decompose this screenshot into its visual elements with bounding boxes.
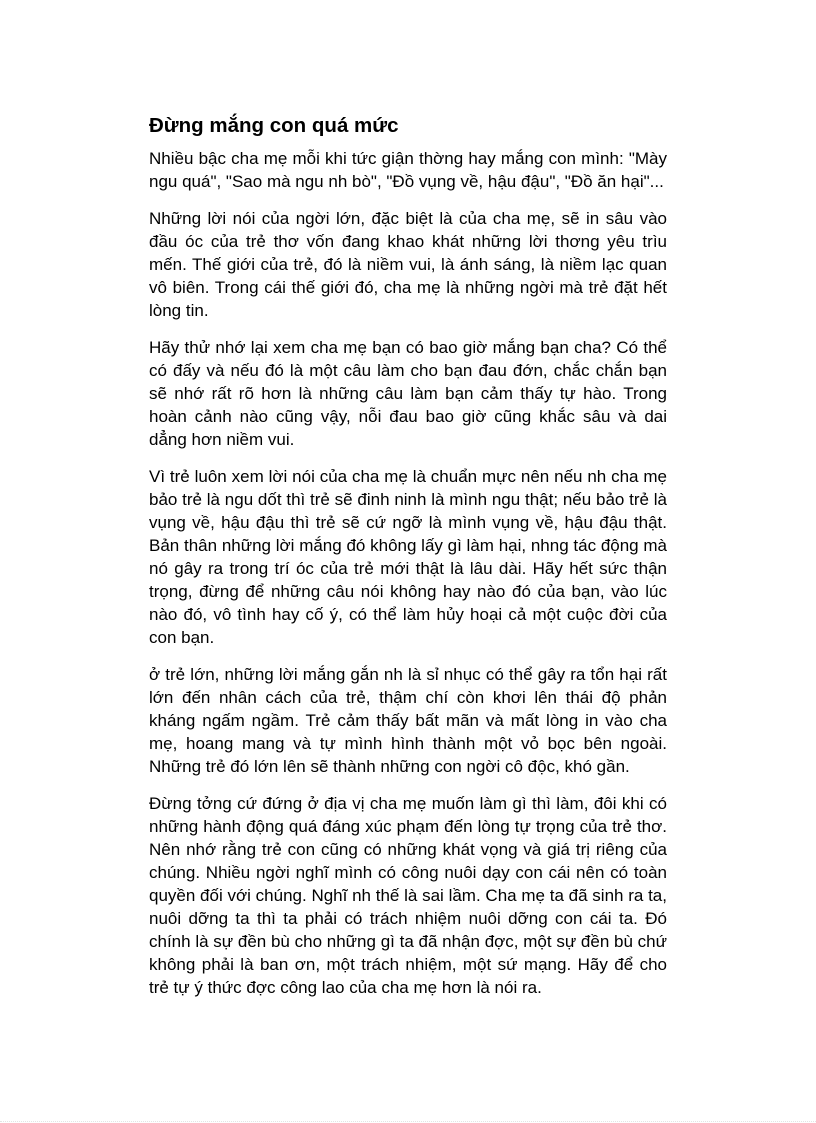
page-bottom-divider <box>0 1121 816 1122</box>
article-title: Đừng mắng con quá mức <box>149 114 399 137</box>
paragraph: Vì trẻ luôn xem lời nói của cha mẹ là chuẩn mực nên nếu nh cha mẹ bảo trẻ là ngu dốt thì trẻ sẽ đinh ninh là mình ngu thật; nếu bảo trẻ là vụng về, hậu đậu thì trẻ sẽ cứ ngỡ là mình vụng về, hậu đậu thật. Bản thân những lời mắng đó không lấy gì làm hại, nhng tác động mà nó gây ra trong trí óc của trẻ mới thật là lâu dài. Hãy hết sức thận trọng, đừng để những câu nói không hay nào đó của bạn, vào lúc nào đó, vô tình hay cố ý, có thể làm hủy hoại cả một cuộc đời của con bạn. <box>149 467 667 647</box>
paragraph: Đừng tởng cứ đứng ở địa vị cha mẹ muốn làm gì thì làm, đôi khi có những hành động quá đáng xúc phạm đến lòng tự trọng của trẻ thơ. Nên nhớ rằng trẻ con cũng có những khát vọng và giá trị riêng của chúng. Nhiều ngời nghĩ mình có công nuôi dạy con cái nên có toàn quyền đối với chúng. Nghĩ nh thế là sai lầm. Cha mẹ ta đã sinh ra ta, nuôi dỡng ta thì ta phải có trách nhiệm nuôi dỡng con cái ta. Đó chính là sự đền bù cho những gì ta đã nhận đợc, một sự đền bù chứ không phải là ban ơn, một trách nhiệm, một sứ mạng. Hãy để cho trẻ tự ý thức đợc công lao của cha mẹ hơn là nói ra. <box>149 794 667 997</box>
paragraph: Những lời nói của ngời lớn, đặc biệt là của cha mẹ, sẽ in sâu vào đầu óc của trẻ thơ vốn đang khao khát những lời thơng yêu trìu mến. Thế giới của trẻ, đó là niềm vui, là ánh sáng, là niềm lạc quan vô biên. Trong cái thế giới đó, cha mẹ là những ngời mà trẻ đặt hết lòng tin. <box>149 209 667 320</box>
paragraph: Nhiều bậc cha mẹ mỗi khi tức giận thờng hay mắng con mình: "Mày ngu quá", "Sao mà ngu nh bò", "Đồ vụng về, hậu đậu", "Đồ ăn hại"... <box>149 149 667 191</box>
paragraph: Hãy thử nhớ lại xem cha mẹ bạn có bao giờ mắng bạn cha? Có thể có đấy và nếu đó là một câu làm cho bạn đau đớn, chắc chắn bạn sẽ nhớ rất rõ hơn là những câu làm bạn cảm thấy tự hào. Trong hoàn cảnh nào cũng vậy, nỗi đau bao giờ cũng khắc sâu và dai dẳng hơn niềm vui. <box>149 338 667 449</box>
article-body <box>149 112 667 1013</box>
paragraph: ở trẻ lớn, những lời mắng gắn nh là sỉ nhục có thể gây ra tổn hại rất lớn đến nhân cách của trẻ, thậm chí còn khơi lên thái độ phản kháng ngấm ngầm. Trẻ cảm thấy bất mãn và mất lòng in vào cha mẹ, hoang mang và tự mình hình thành một vỏ bọc bên ngoài. Những trẻ đó lớn lên sẽ thành những con ngời cô độc, khó gần. <box>149 665 667 776</box>
